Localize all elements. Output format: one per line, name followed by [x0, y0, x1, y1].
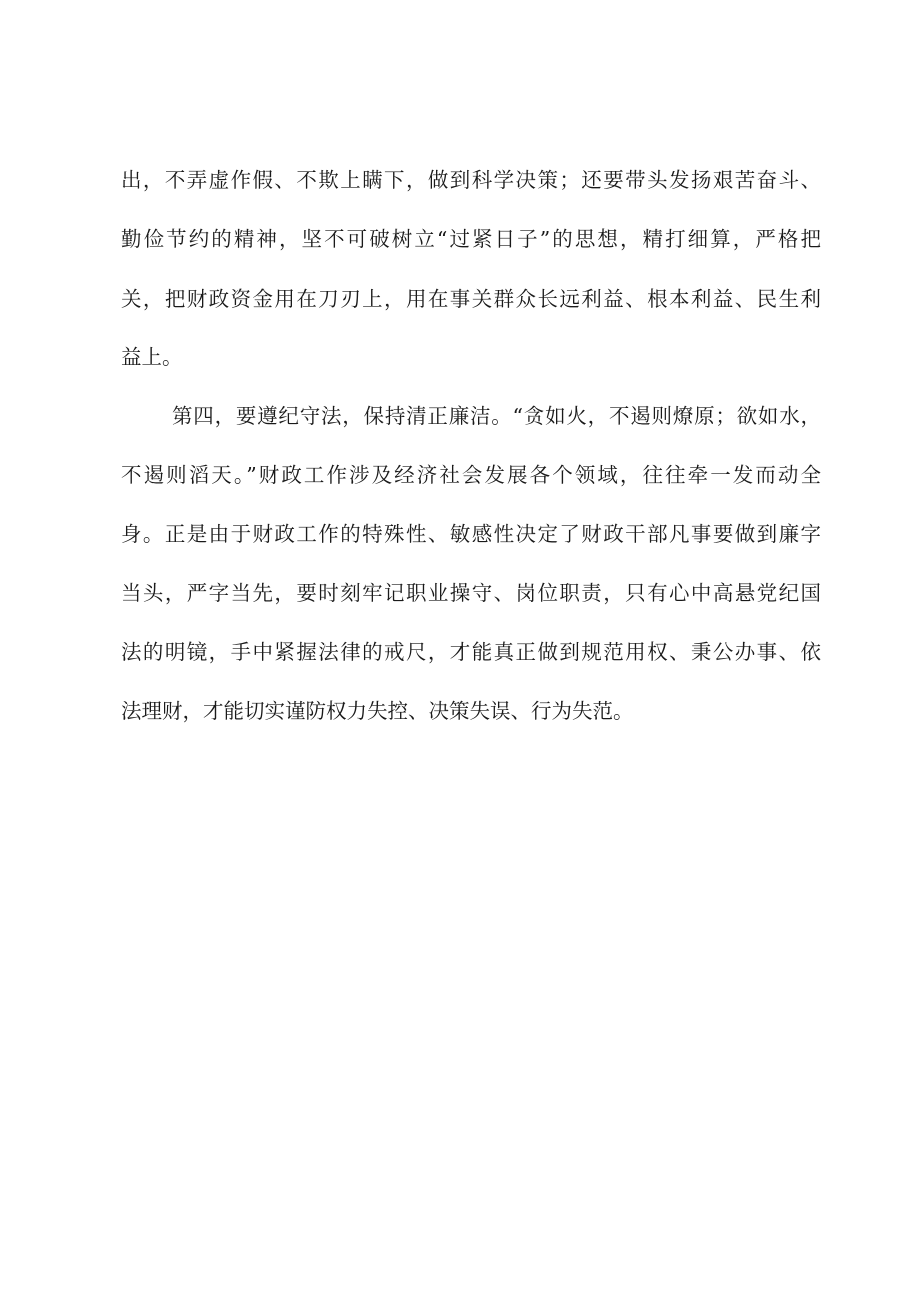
text-line: 勤俭节约的精神，坚不可破树立“过紧日子”的思想，精打细算，严格把	[121, 227, 821, 251]
text-line: 法理财，才能切实谨防权力失控、决策失误、行为失范。	[121, 699, 634, 723]
text-line: 法的明镜，手中紧握法律的戒尺，才能真正做到规范用权、秉公办事、依	[121, 640, 821, 664]
text-line: 当头，严字当先，要时刻牢记职业操守、岗位职责，只有心中高悬党纪国	[121, 581, 821, 605]
text-line: 出，不弄虚作假、不欺上瞒下，做到科学决策；还要带头发扬艰苦奋斗、	[121, 168, 821, 192]
text-line: 益上。	[121, 345, 183, 369]
text-line: 身。正是由于财政工作的特殊性、敏感性决定了财政干部凡事要做到廉字	[121, 522, 821, 546]
text-line: 关，把财政资金用在刀刃上，用在事关群众长远利益、根本利益、民生利	[121, 287, 821, 311]
text-line: 第四，要遵纪守法，保持清正廉洁。“贪如火，不遏则燎原；欲如水，	[172, 404, 821, 428]
text-line: 不遏则滔天。”财政工作涉及经济社会发展各个领域，往往牵一发而动全	[121, 463, 821, 487]
